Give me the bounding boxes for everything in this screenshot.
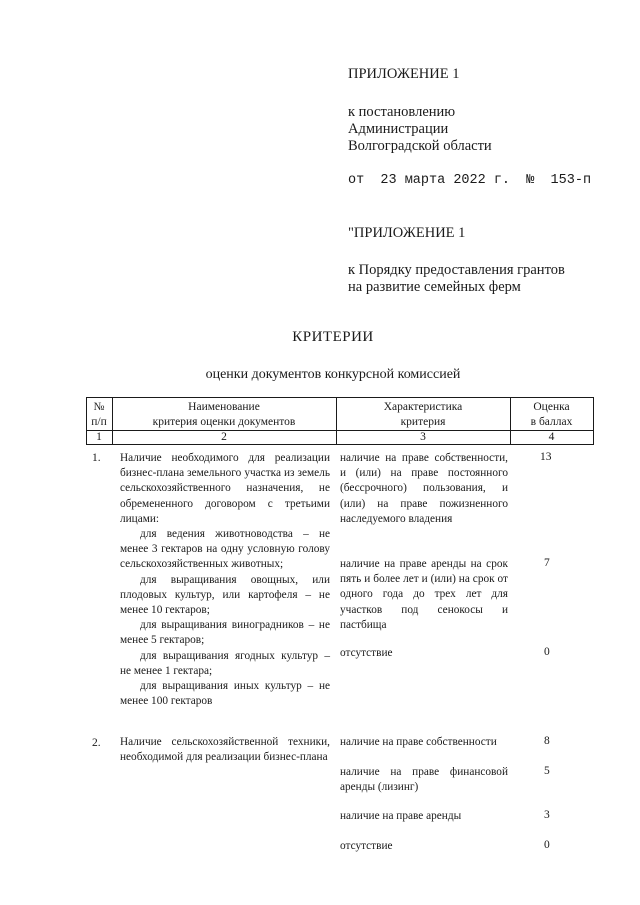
row-2-option-lease-score: 3 xyxy=(544,809,550,821)
row-2-option-leasing-score: 5 xyxy=(544,765,550,777)
resolution-line-2: Администрации xyxy=(348,121,449,137)
row-1-number: 1. xyxy=(92,452,101,464)
row-2-number: 2. xyxy=(92,737,101,749)
row-1-criterion xyxy=(120,451,330,709)
document-title: КРИТЕРИИ xyxy=(292,329,374,345)
resolution-line-1: к постановлению xyxy=(348,104,456,120)
row-1-criterion-livestock: для ведения животноводства – не менее 3 гектаров на одну условную голову сельскохозяйственных животных; xyxy=(120,528,330,571)
row-1-criterion-vegetables: для выращивания овощных, или плодовых культур, или картофеля – не менее 10 гектаров; xyxy=(120,573,330,617)
appendix-heading: ПРИЛОЖЕНИЕ 1 xyxy=(348,66,460,82)
row-2-option-ownership: наличие на праве собственности xyxy=(340,736,497,748)
header-characteristic: Характеристика критерия xyxy=(383,401,463,428)
row-2-option-lease: наличие на праве аренды xyxy=(340,810,462,822)
appendix-heading-2: "ПРИЛОЖЕНИЕ 1 xyxy=(348,225,466,241)
row-2-option-leasing: наличие на праве финансовой аренды (лизинг) xyxy=(340,766,508,794)
row-1-criterion-berries: для выращивания ягодных культур – не менее 1 гектара; xyxy=(120,649,330,677)
row-2-option-absence-score: 0 xyxy=(544,839,550,851)
row-1-option-ownership: наличие на праве собственности, и (или) на праве постоянного (бессрочного) пользования, и (или) на праве пожизненного наследуемого владения xyxy=(340,452,508,525)
row-1-option-ownership-score: 13 xyxy=(540,451,552,463)
date-number-line: от 23 марта 2022 г. № 153-п xyxy=(348,173,592,188)
order-line-1: к Порядку предоставления грантов xyxy=(348,262,565,278)
header-num: № п/п xyxy=(91,401,107,428)
row-1-criterion-main: Наличие необходимого для реализации бизнес-плана земельного участка из земель сельскохозяйственного назначения, не обремененного договором с третьими лицами: xyxy=(120,452,330,525)
row-1-option-lease: наличие на праве аренды на срок пять и более лет и (или) на срок от одного года до трех лет для участков под сенокосы и пастбища xyxy=(340,558,508,631)
row-1-criterion-vineyards: для выращивания виноградников – не менее 5 гектаров; xyxy=(120,619,330,647)
col-number-1: 1 xyxy=(96,431,102,443)
row-2-option-absence: отсутствие xyxy=(340,840,393,852)
row-1-option-absence-score: 0 xyxy=(544,646,550,658)
col-number-3: 3 xyxy=(420,431,426,443)
col-number-4: 4 xyxy=(548,431,555,443)
row-1-option-lease-score: 7 xyxy=(544,557,550,569)
row-1-option-absence: отсутствие xyxy=(340,647,393,659)
row-2-criterion: Наличие сельскохозяйственной техники, необходимой для реализации бизнес-плана xyxy=(120,736,330,764)
row-1-criterion-other: для выращивания иных культур – не менее 100 гектаров xyxy=(120,680,330,708)
order-line-2: на развитие семейных ферм xyxy=(348,279,521,295)
header-score: Оценка в баллах xyxy=(530,401,573,428)
col-number-2: 2 xyxy=(221,431,227,443)
row-2-option-ownership-score: 8 xyxy=(544,735,550,747)
header-criterion-name: Наименование критерия оценки документов xyxy=(152,401,296,428)
resolution-line-3: Волгоградской области xyxy=(348,138,492,154)
document-subtitle: оценки документов конкурсной комиссией xyxy=(205,367,461,382)
